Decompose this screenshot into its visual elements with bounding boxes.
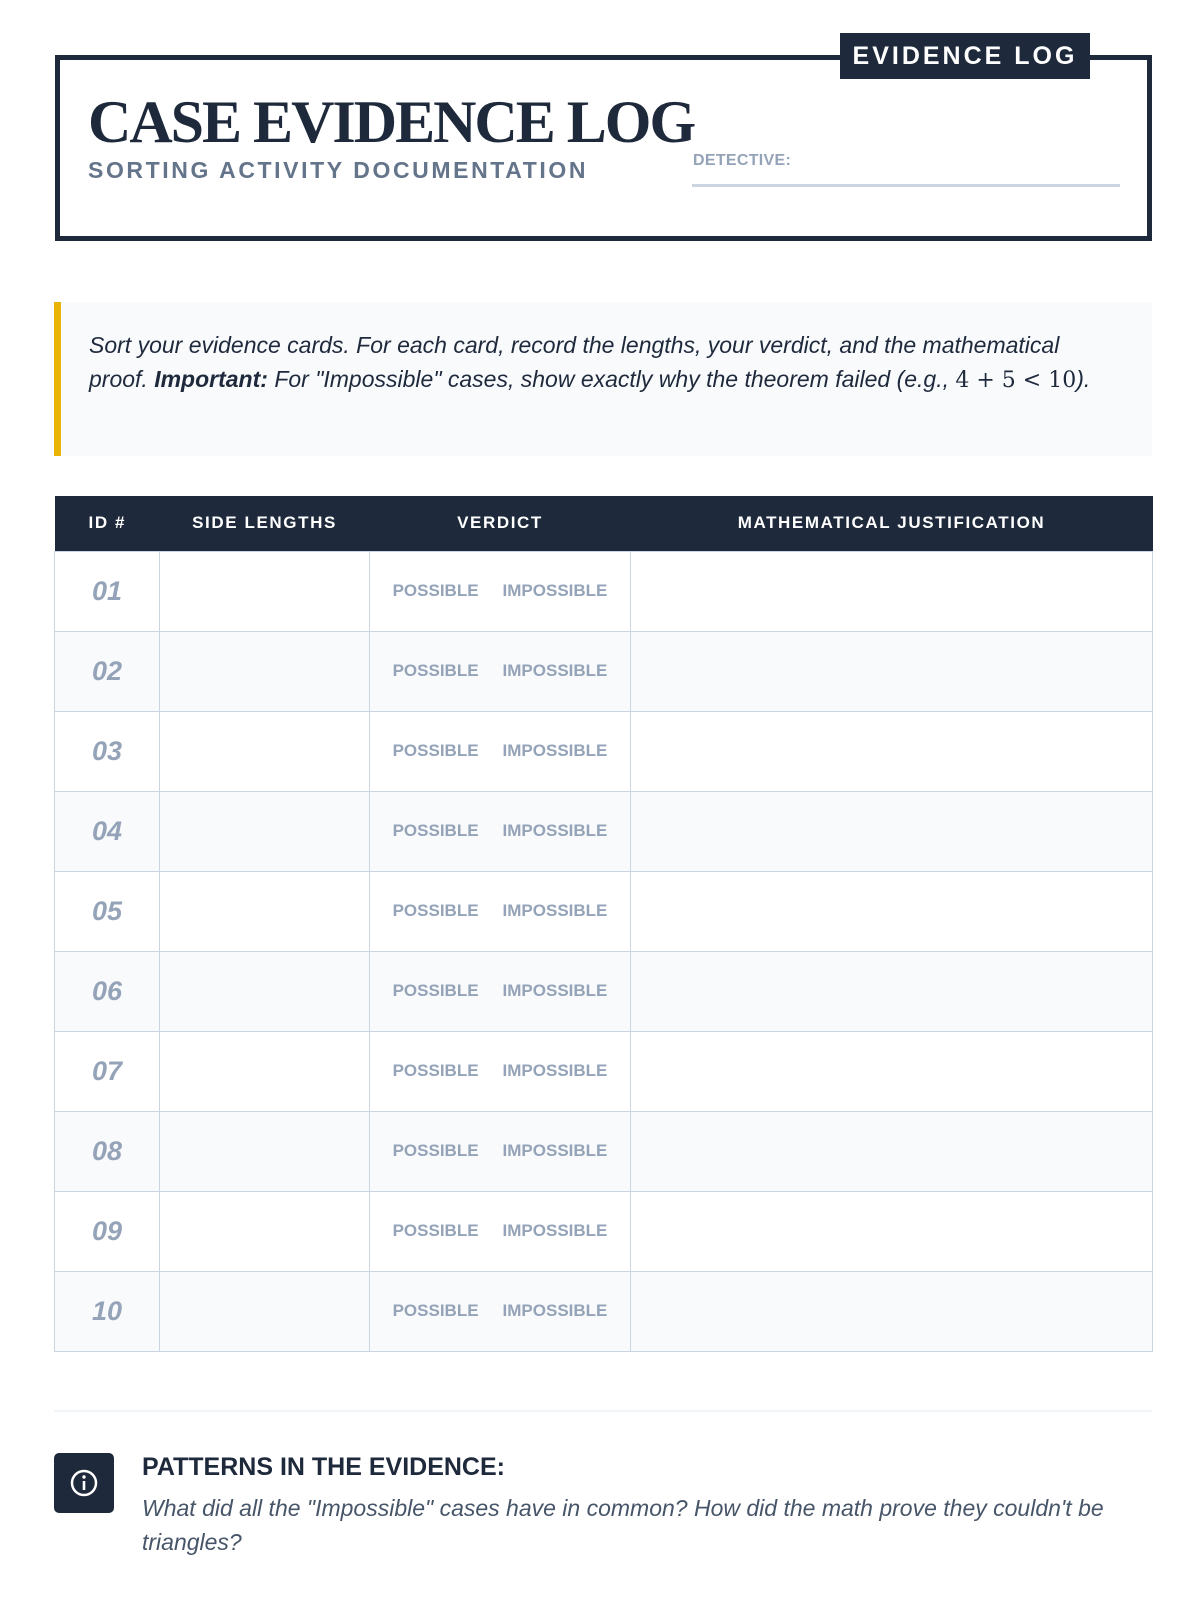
verdict-impossible-option[interactable]: IMPOSSIBLE — [502, 1141, 608, 1160]
side-lengths-cell[interactable] — [160, 711, 370, 791]
verdict-cell — [370, 791, 631, 871]
justification-cell[interactable] — [631, 631, 1153, 711]
side-lengths-cell[interactable] — [160, 1111, 370, 1191]
justification-cell[interactable] — [631, 951, 1153, 1031]
justification-cell[interactable] — [631, 1111, 1153, 1191]
verdict-impossible-option[interactable]: IMPOSSIBLE — [502, 1061, 608, 1080]
verdict-cell — [370, 951, 631, 1031]
side-lengths-cell[interactable] — [160, 1271, 370, 1351]
evidence-table-wrap — [54, 496, 1152, 1352]
verdict-impossible-option[interactable]: IMPOSSIBLE — [502, 1301, 608, 1320]
table-row — [55, 1271, 1153, 1351]
side-lengths-cell[interactable] — [160, 951, 370, 1031]
verdict-cell — [370, 551, 631, 631]
table-row — [55, 551, 1153, 631]
table-header-row — [55, 496, 1153, 551]
verdict-possible-option[interactable]: POSSIBLE — [392, 581, 479, 600]
justification-cell[interactable] — [631, 1191, 1153, 1271]
verdict-possible-option[interactable]: POSSIBLE — [392, 821, 479, 840]
evidence-log-tag: EVIDENCE LOG — [840, 33, 1090, 79]
table-row — [55, 1191, 1153, 1271]
verdict-cell — [370, 631, 631, 711]
justification-cell[interactable] — [631, 711, 1153, 791]
row-id: 10 — [55, 1271, 160, 1351]
side-lengths-cell[interactable] — [160, 551, 370, 631]
verdict-possible-option[interactable]: POSSIBLE — [392, 1301, 479, 1320]
table-row — [55, 631, 1153, 711]
info-icon — [54, 1453, 114, 1513]
instructions-box — [54, 302, 1152, 456]
row-id: 04 — [55, 791, 160, 871]
table-row — [55, 951, 1153, 1031]
patterns-question: What did all the "Impossible" cases have in common? How did the math prove they couldn't be triangles? — [142, 1495, 1104, 1555]
justification-cell[interactable] — [631, 871, 1153, 951]
row-id: 08 — [55, 1111, 160, 1191]
row-id: 09 — [55, 1191, 160, 1271]
table-row — [55, 711, 1153, 791]
section-divider — [54, 1410, 1152, 1412]
verdict-possible-option[interactable]: POSSIBLE — [392, 1141, 479, 1160]
table-row — [55, 1031, 1153, 1111]
verdict-possible-option[interactable]: POSSIBLE — [392, 741, 479, 760]
verdict-possible-option[interactable]: POSSIBLE — [392, 1061, 479, 1080]
side-lengths-cell[interactable] — [160, 1191, 370, 1271]
verdict-impossible-option[interactable]: IMPOSSIBLE — [502, 741, 608, 760]
verdict-cell — [370, 1271, 631, 1351]
justification-cell[interactable] — [631, 551, 1153, 631]
verdict-impossible-option[interactable]: IMPOSSIBLE — [502, 581, 608, 600]
column-header-verdict: VERDICT — [457, 513, 543, 533]
verdict-possible-option[interactable]: POSSIBLE — [392, 901, 479, 920]
verdict-cell — [370, 1191, 631, 1271]
verdict-impossible-option[interactable]: IMPOSSIBLE — [502, 1221, 608, 1240]
side-lengths-cell[interactable] — [160, 791, 370, 871]
verdict-possible-option[interactable]: POSSIBLE — [392, 1221, 479, 1240]
verdict-cell — [370, 871, 631, 951]
row-id: 03 — [55, 711, 160, 791]
row-id: 05 — [55, 871, 160, 951]
page-title: CASE EVIDENCE LOG — [88, 89, 695, 155]
table-row — [55, 1111, 1153, 1191]
justification-cell[interactable] — [631, 1031, 1153, 1111]
row-id: 01 — [55, 551, 160, 631]
row-id: 06 — [55, 951, 160, 1031]
justification-cell[interactable] — [631, 791, 1153, 871]
side-lengths-cell[interactable] — [160, 871, 370, 951]
verdict-impossible-option[interactable]: IMPOSSIBLE — [502, 901, 608, 920]
side-lengths-cell[interactable] — [160, 1031, 370, 1111]
table-row — [55, 791, 1153, 871]
verdict-impossible-option[interactable]: IMPOSSIBLE — [502, 661, 608, 680]
verdict-impossible-option[interactable]: IMPOSSIBLE — [502, 821, 608, 840]
verdict-possible-option[interactable]: POSSIBLE — [392, 661, 479, 680]
instructions-text-2: For "Impossible" cases, show exactly why the theorem failed (e.g., — [267, 366, 956, 392]
important-label: Important: — [154, 366, 268, 392]
column-header-id: ID # — [88, 513, 127, 533]
column-header-side-lengths: SIDE LENGTHS — [192, 513, 337, 533]
side-lengths-cell[interactable] — [160, 631, 370, 711]
column-header-justification: MATHEMATICAL JUSTIFICATION — [737, 513, 1046, 533]
verdict-possible-option[interactable]: POSSIBLE — [392, 981, 479, 1000]
evidence-table — [54, 496, 1153, 1352]
detective-label: DETECTIVE: — [693, 152, 792, 169]
verdict-cell — [370, 1111, 631, 1191]
instructions-text-3: ). — [1076, 366, 1091, 392]
verdict-cell — [370, 1031, 631, 1111]
instructions-text: Sort your evidence cards. For each card, record the lengths, your verdict, and the mathematical proof. — [89, 332, 1060, 392]
row-id: 02 — [55, 631, 160, 711]
row-id: 07 — [55, 1031, 160, 1111]
detective-field[interactable] — [692, 184, 1120, 187]
verdict-cell — [370, 711, 631, 791]
patterns-title: PATTERNS IN THE EVIDENCE: — [142, 1453, 505, 1481]
verdict-impossible-option[interactable]: IMPOSSIBLE — [502, 981, 608, 1000]
page-subtitle: SORTING ACTIVITY DOCUMENTATION — [88, 157, 589, 183]
table-row — [55, 871, 1153, 951]
math-example: 4 + 5 < 10 — [955, 368, 1077, 393]
justification-cell[interactable] — [631, 1271, 1153, 1351]
